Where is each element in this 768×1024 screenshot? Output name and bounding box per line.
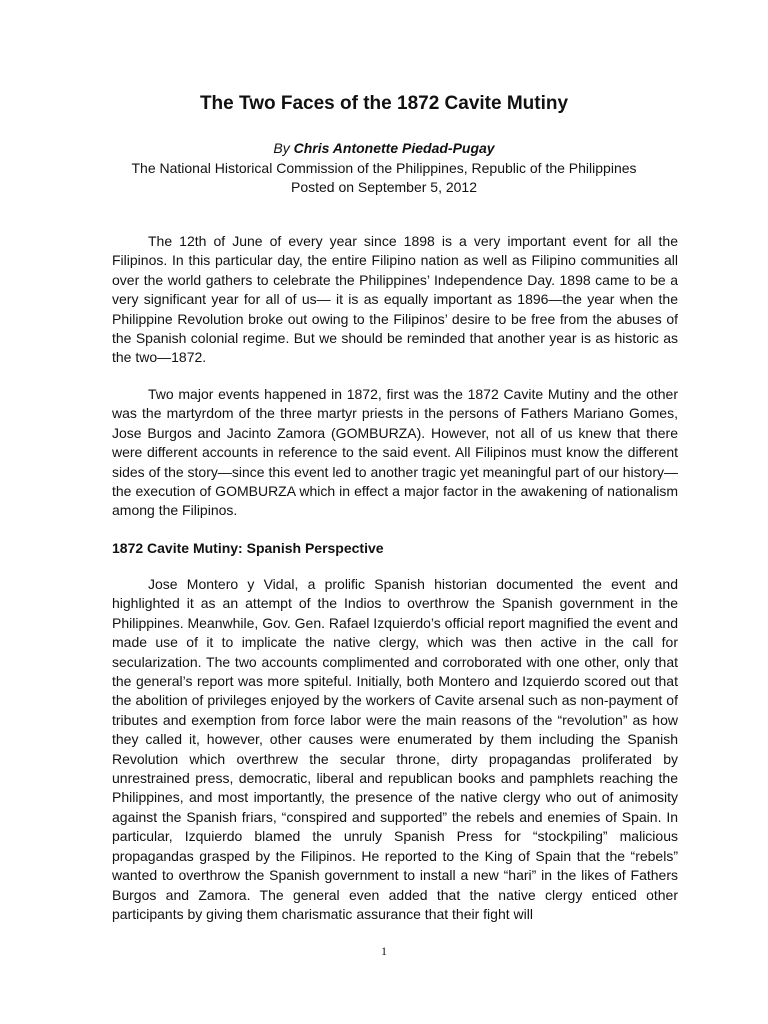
byline (0, 138, 768, 158)
document-title: The Two Faces of the 1872 Cavite Mutiny (199, 93, 569, 114)
posted-date: Posted on September 5, 2012 (290, 179, 478, 195)
affiliation: The National Historical Commission of the Philippines, Republic of the Philippines (131, 160, 637, 176)
section-heading: 1872 Cavite Mutiny: Spanish Perspective (112, 540, 384, 556)
paragraph-3: Jose Montero y Vidal, a prolific Spanish historian documented the event and highlighted it as an attempt of the Indios to overthrow the Spanish government in the Philippines. Meanwhile, Gov. Gen. Rafael Izquierdo’s official report magnified the event and made use of it to implicate the native clergy, which was then active in the call for secularization. The two accounts complimented and corroborated with one other, only that the general’s report was more spiteful. Initially, both Montero and Izquierdo scored out that the abolition of privileges enjoyed by the workers of Cavite arsenal such as non-payment of tributes and exemption from force labor were the main reasons of the “revolution” as how they called it, however, other causes were enumerated by them including the Spanish Revolution which overthrew the secular throne, dirty propagandas proliferated by unrestrained press, democratic, liberal and republican books and pamphlets reaching the Philippines, and most importantly, the presence of the native clergy who out of animosity against the Spanish friars, “conspired and supported” the rebels and enemies of Spain. In particular, Izquierdo blamed the unruly Spanish Press for “stockpiling” malicious propagandas grasped by the Filipinos. He reported to the King of Spain that the “rebels” wanted to overthrow the Spanish government to install a new “hari” in the likes of Fathers Burgos and Zamora. The general even added that the native clergy enticed other participants by giving them charismatic assurance that their fight will (112, 576, 678, 922)
paragraph-1: The 12th of June of every year since 1898 is a very important event for all the Filipinos. In this particular day, the entire Filipino nation as well as Filipino communities all over the world gathers to celebrate the Philippines’ Independence Day. 1898 came to be a very significant year for all of us— it is as equally important as 1896—the year when the Philippine Revolution broke out owing to the Filipinos’ desire to be free from the abuses of the Spanish colonial regime. But we should be reminded that another year is as historic as the two—1872. (112, 233, 678, 366)
author-name: Chris Antonette Piedad-Pugay (293, 140, 495, 156)
paragraph-2: Two major events happened in 1872, first was the 1872 Cavite Mutiny and the other was the martyrdom of the three martyr priests in the persons of Fathers Mariano Gomes, Jose Burgos and Jacinto Zamora (GOMBURZA). However, not all of us knew that there were different accounts in reference to the said event. All Filipinos must know the different sides of the story—since this event led to another tragic yet meaningful part of our history—the execution of GOMBURZA which in effect a major factor in the awakening of nationalism among the Filipinos. (112, 386, 678, 519)
page-number: 1 (381, 944, 387, 958)
byline-prefix: By (273, 140, 294, 156)
